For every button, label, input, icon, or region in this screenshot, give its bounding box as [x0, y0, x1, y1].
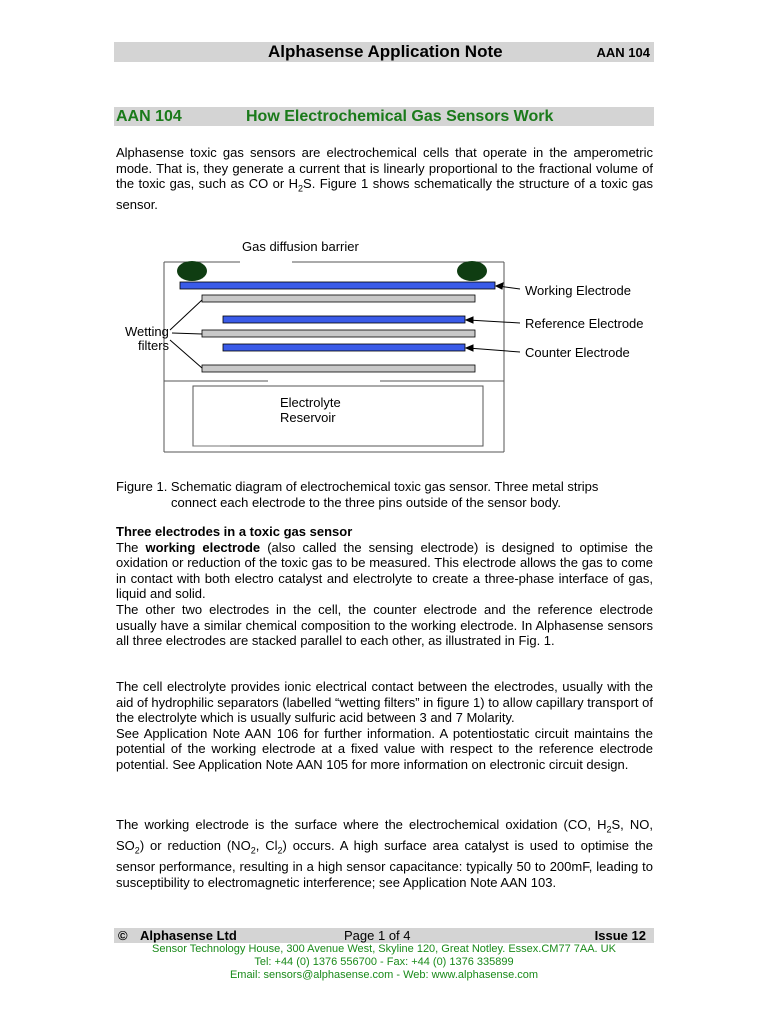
section-text-rest: (also called the sensing electrode) is designed to optimise the oxidation or reduction of the toxic gas to be measured. This electrode allows the gas to come in contact with both electro catalyst and electrolyte to create a three-phase interface of gas, liquid and solid. — [116, 539, 654, 602]
document-title: How Electrochemical Gas Sensors Work — [246, 108, 554, 125]
footer-email: Email: sensors@alphasense.com - Web: www.alphasense.com — [229, 969, 539, 981]
wp-sub-3: 2 — [250, 845, 256, 856]
label-electrolyte: Electrolyte — [280, 395, 341, 410]
electrodes-section — [116, 524, 653, 649]
footer-company: Alphasense Ltd — [140, 928, 237, 943]
section-text-pre: The — [116, 539, 146, 555]
label-gas-diffusion-barrier: Gas diffusion barrier — [242, 239, 359, 254]
figure-caption — [116, 479, 653, 510]
footer-page: Page 1 of 4 — [344, 928, 411, 943]
seal-ring-right — [457, 261, 487, 281]
electrode-arrows — [466, 283, 520, 352]
working-electrode-paragraph — [116, 817, 653, 891]
footer-address: Sensor Technology House, 300 Avenue West, Skyline 120, Great Notley. Essex.CM77 7AA. UK — [152, 943, 616, 955]
document-title-band — [114, 107, 654, 126]
wp-sub-2: 2 — [134, 845, 140, 856]
wp-text-1: The working electrode is the surface where the electrochemical oxidation (CO, H — [116, 817, 607, 832]
electrolyte-paragraph-1: The cell electrolyte provides ionic electrical contact between the electrodes, usually with the aid of hydrophilic separators (labelled “wetting filters” in figure 1) to allow capillary transport of the electrolyte which is usually sulfuric acid between 3 and 7 Molarity. — [116, 679, 653, 726]
wp-text-5: ) occurs. A high surface area catalyst is used to optimise the sensor performance, resulting in a high sensor capacitance: typically 50 to 200mF, leading to susceptibility to electromagnetic interference; see Application Note AAN 103. — [116, 838, 653, 890]
section-heading: Three electrodes in a toxic gas sensor — [116, 524, 353, 539]
footer-issue: Issue 12 — [594, 928, 646, 943]
wp-text-4: , Cl — [255, 838, 278, 854]
footer-band — [114, 928, 654, 943]
intro-paragraph — [116, 145, 653, 213]
counter-electrode — [223, 344, 465, 351]
sensor-diagram — [0, 230, 768, 460]
label-working-electrode: Working Electrode — [525, 283, 631, 298]
footer-phone: Tel: +44 (0) 1376 556700 - Fax: +44 (0) 1376 335899 — [254, 956, 514, 968]
electrolyte-paragraph-2: See Application Note AAN 106 for further information. A potentiostatic circuit maintains the potential of the working electrode at a fixed value with respect to the reference electrode potential. See Application Note AAN 105 for more information on electronic circuit design. — [116, 725, 653, 772]
header-band — [114, 42, 654, 62]
wp-sub-4: 2 — [277, 845, 283, 856]
document-number: AAN 104 — [116, 108, 182, 125]
intro-text-2: S. Figure 1 shows schematically the structure of a toxic gas sensor. — [116, 176, 653, 213]
caption-line-1: Figure 1. Schematic diagram of electrochemical toxic gas sensor. Three metal strips — [116, 479, 599, 494]
intro-text-1: Alphasense toxic gas sensors are electrochemical cells that operate in the amperometric mode. That is, they generate a current that is linearly proportional to the fractional volume of the toxic gas, such as CO or H — [116, 145, 653, 192]
label-counter-electrode: Counter Electrode — [525, 345, 630, 360]
section-paragraph-2: The other two electrodes in the cell, the counter electrode and the reference electrode usually have a similar chemical composition to the working electrode. In Alphasense sensors all three electrodes are stacked parallel to each other, as illustrated in Fig. 1. — [116, 601, 653, 649]
wp-text-3: ) or reduction (NO — [139, 838, 251, 854]
wp-sub-1: 2 — [606, 824, 612, 835]
wetting-filter-pointers — [170, 300, 202, 368]
intro-subscript: 2 — [298, 183, 304, 194]
reference-electrode — [223, 316, 465, 323]
electrolyte-section — [116, 679, 653, 773]
label-reservoir: Reservoir — [280, 410, 336, 425]
label-filters: filters — [138, 338, 170, 353]
wetting-filter-3 — [202, 365, 475, 372]
header-title: Alphasense Application Note — [268, 42, 503, 61]
seal-ring-left — [177, 261, 207, 281]
label-wetting: Wetting — [125, 324, 169, 339]
wetting-filter-1 — [202, 295, 475, 302]
section-text-bold: working electrode — [145, 539, 261, 555]
working-electrode — [180, 282, 495, 289]
copyright-symbol: © — [118, 928, 128, 943]
label-reference-electrode: Reference Electrode — [525, 316, 644, 331]
caption-line-2: connect each electrode to the three pins outside of the sensor body. — [171, 494, 562, 510]
wp-text-2: S, NO, SO — [116, 817, 653, 854]
header-code: AAN 104 — [596, 45, 650, 60]
wetting-filter-2 — [202, 330, 475, 337]
